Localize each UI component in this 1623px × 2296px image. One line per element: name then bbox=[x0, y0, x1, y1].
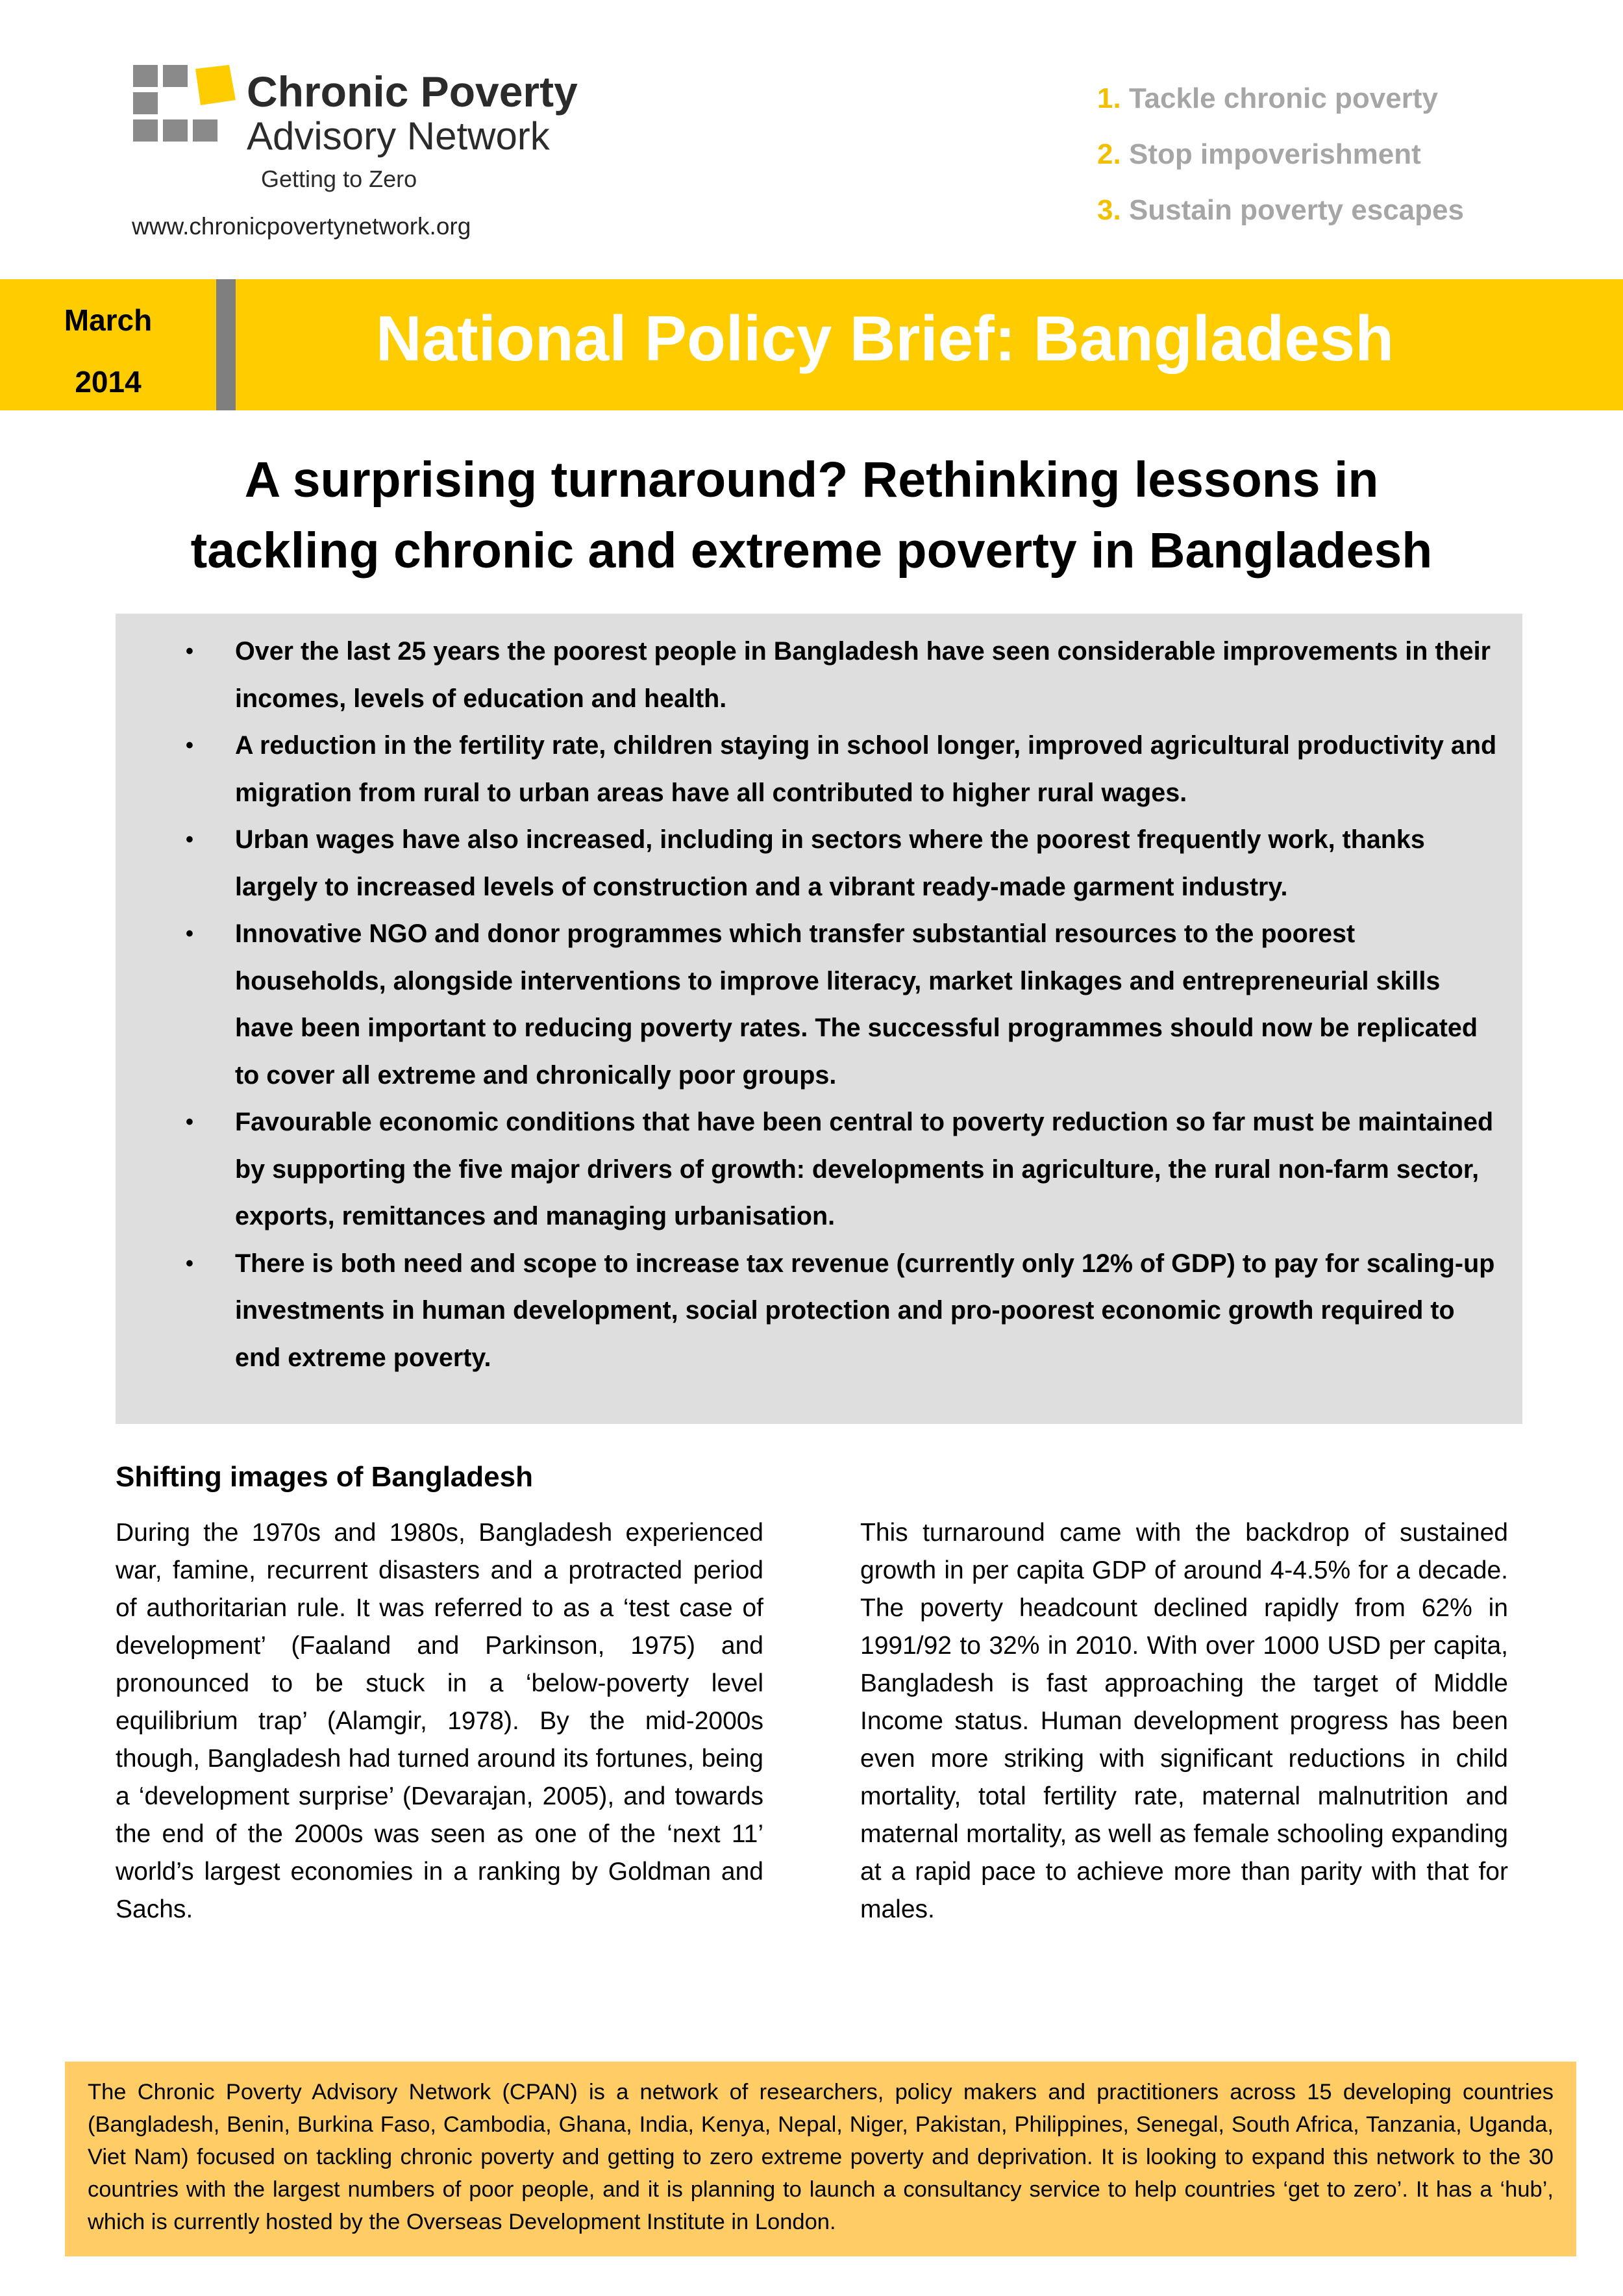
body-column-right: This turnaround came with the backdrop of sustained growth in per capita GDP of around 4-4.5% for a decade. The poverty headcount declined rapidly from 62% in 1991/92 to 32% in 2010. With over 1000 USD per capita, Bangladesh is fast approaching the target of Middle Income status. Human development progress has been even more striking with significant reductions in child mortality, total fertility rate, maternal malnutrition and maternal mortality, as well as female schooling expanding at a rapid pace to achieve more than parity with that for males. bbox=[860, 1519, 1508, 1923]
key-point-text: A reduction in the fertility rate, children staying in school longer, improved agricultural productivity and migration from rural to urban areas have all contributed to higher rural wages. bbox=[235, 731, 1497, 807]
goal-item bbox=[1097, 84, 1438, 113]
issue-year: 2014 bbox=[75, 365, 142, 399]
goal-item bbox=[1097, 140, 1421, 169]
key-point bbox=[116, 910, 1522, 1099]
key-point-text: There is both need and scope to increase tax revenue (currently only 12% of GDP) to pay for scaling-up investments in human development, social protection and pro-poorest economic growth required to end extreme poverty. bbox=[235, 1249, 1495, 1372]
key-point bbox=[116, 816, 1522, 910]
goal-text: Stop impoverishment bbox=[1128, 138, 1421, 170]
about-cpan-text: The Chronic Poverty Advisory Network (CPAN) is a network of researchers, policy makers and practitioners across 15 developing countries (Bangladesh, Benin, Burkina Faso, Cambodia, Ghana, India, Kenya, Nepal, Niger, Pakistan, Philippines, Senegal, South Africa, Tanzania, Uganda, Viet Nam) focused on tackling chronic poverty and getting to zero extreme poverty and deprivation. It is looking to expand this network to the 30 countries with the largest numbers of poor people, and it is planning to launch a consultancy service to help countries ‘get to zero’. It has a ‘hub’, which is currently hosted by the Overseas Development Institute in London. bbox=[88, 2080, 1554, 2234]
bullet-icon: • bbox=[186, 1110, 193, 1134]
bullet-icon: • bbox=[186, 1251, 193, 1276]
key-point-text: Innovative NGO and donor programmes which transfer substantial resources to the poorest households, alongside interventions to improve literacy, market linkages and entrepreneurial skills have been important to reducing poverty rates. The successful programmes should now be replicated to cover all extreme and chronically poor groups. bbox=[235, 919, 1478, 1090]
logo-title-line1: Chronic Poverty bbox=[247, 68, 578, 116]
goal-number: 3. bbox=[1097, 194, 1121, 226]
section-heading: Shifting images of Bangladesh bbox=[116, 1461, 533, 1493]
key-point-text: Favourable economic conditions that have been central to poverty reduction so far must be maintained by supporting the five major drivers of growth: developments in agriculture, the rural non-farm sector, exports, remittances and managing urbanisation. bbox=[235, 1108, 1494, 1230]
brief-title: National Policy Brief: Bangladesh bbox=[375, 303, 1394, 374]
key-points-box bbox=[116, 614, 1522, 1424]
key-points-list bbox=[116, 628, 1522, 1381]
website-url: www.chronicpovertynetwork.org bbox=[132, 213, 471, 240]
goal-text: Sustain poverty escapes bbox=[1128, 194, 1464, 226]
bullet-icon: • bbox=[186, 921, 193, 946]
banner-divider bbox=[216, 279, 236, 410]
headline-line1: A surprising turnaround? Rethinking lessons in bbox=[244, 452, 1379, 508]
key-point bbox=[116, 1099, 1522, 1240]
body-column-left: During the 1970s and 1980s, Bangladesh experienced war, famine, recurrent disasters and a protracted period of authoritarian rule. It was referred to as a ‘test case of development’ (Faaland and Parkinson, 1975) and pronounced to be stuck in a ‘below-poverty level equilibrium trap’ (Alamgir, 1978). By the mid-2000s though, Bangladesh had turned around its fortunes, being a ‘development surprise’ (Devarajan, 2005), and towards the end of the 2000s was seen as one of the ‘next 11’ world’s largest economies in a ranking by Goldman and Sachs. bbox=[116, 1519, 763, 1923]
bullet-icon: • bbox=[186, 639, 193, 664]
bullet-icon: • bbox=[186, 733, 193, 758]
bullet-icon: • bbox=[186, 827, 193, 852]
logo-squares-icon bbox=[133, 65, 237, 160]
key-point bbox=[116, 628, 1522, 722]
key-point-text: Over the last 25 years the poorest people in Bangladesh have seen considerable improvements in their incomes, levels of education and health. bbox=[235, 637, 1491, 713]
about-cpan-box bbox=[65, 2062, 1576, 2256]
issue-month: March bbox=[64, 303, 153, 337]
goal-number: 1. bbox=[1097, 82, 1121, 114]
goal-text: Tackle chronic poverty bbox=[1128, 82, 1438, 114]
key-point-text: Urban wages have also increased, including in sectors where the poorest frequently work, thanks largely to increased levels of construction and a vibrant ready-made garment industry. bbox=[235, 825, 1425, 901]
key-point bbox=[116, 722, 1522, 816]
goal-item bbox=[1097, 196, 1464, 225]
logo-title-line2: Advisory Network bbox=[247, 114, 550, 158]
headline-line2: tackling chronic and extreme poverty in Bangladesh bbox=[190, 523, 1433, 579]
logo-tagline: Getting to Zero bbox=[261, 166, 417, 192]
key-point bbox=[116, 1240, 1522, 1382]
goal-number: 2. bbox=[1097, 138, 1121, 170]
headline bbox=[65, 445, 1558, 586]
